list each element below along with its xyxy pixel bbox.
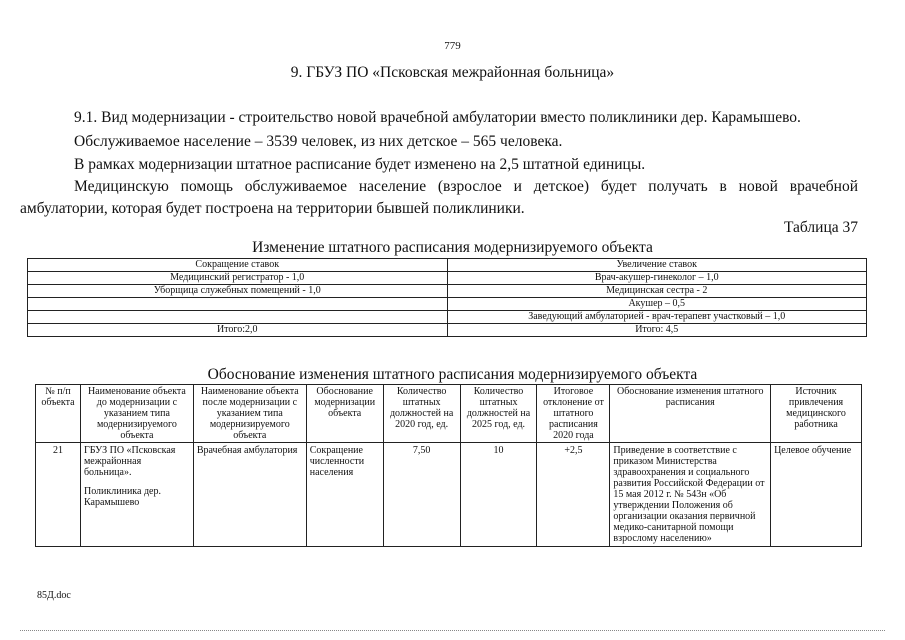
- header-count-2020: Количество штатных должностей на 2020 год, ед.: [383, 385, 460, 443]
- table-row: [28, 272, 867, 285]
- reduction-cell: [28, 298, 448, 311]
- table37-caption: Изменение штатного расписания модернизируемого объекта: [252, 239, 653, 256]
- table-row: [36, 443, 862, 547]
- reduction-cell: [28, 311, 448, 324]
- cell-deviation: +2,5: [537, 443, 610, 547]
- paragraph-staffing-change: В рамках модернизации штатное расписание будет изменено на 2,5 штатной единицы.: [74, 156, 646, 173]
- header-reduction: Сокращение ставок: [28, 259, 448, 272]
- table-row: [28, 298, 867, 311]
- paragraph-medical-care: [20, 176, 858, 220]
- cell-source: Целевое обучение: [771, 443, 862, 547]
- page-bottom-divider: [20, 630, 885, 631]
- justification-table-caption: Обоснование изменения штатного расписания модернизируемого объекта: [207, 366, 698, 383]
- header-source: Источник привлечения медицинского работника: [771, 385, 862, 443]
- page-number: 779: [444, 40, 461, 52]
- cell-count-2020: 7,50: [383, 443, 460, 547]
- paragraph-population: Обслуживаемое население – 3539 человек, из них детское – 565 человека.: [74, 133, 563, 150]
- header-count-2025: Количество штатных должностей на 2025 год, ед.: [460, 385, 537, 443]
- cell-number: 21: [36, 443, 81, 547]
- increase-cell: Акушер – 0,5: [447, 298, 867, 311]
- header-increase: Увеличение ставок: [447, 259, 867, 272]
- table-total-row: [28, 324, 867, 337]
- file-name-footer: 85Д.doc: [37, 590, 71, 601]
- paragraph-modernization-type: 9.1. Вид модернизации - строительство новой врачебной амбулатории вместо поликлиники дер. Карамышево.: [74, 109, 801, 126]
- cell-object-after: Врачебная амбулатория: [193, 443, 306, 547]
- increase-cell: Заведующий амбулаторией - врач-терапевт участковый – 1,0: [447, 311, 867, 324]
- staffing-change-table: [27, 258, 867, 337]
- cell-object-before-hospital: ГБУЗ ПО «Псковская межрайонная больница».: [83, 445, 176, 478]
- header-reason: Обоснование модернизации объекта: [306, 385, 383, 443]
- reduction-cell: Уборщица служебных помещений - 1,0: [28, 285, 448, 298]
- cell-justification: Приведение в соответствие с приказом Министерства здравоохранения и социального развития Российской Федерации от 15 мая 2012 г. № 543н «Об утверждении Положения об организации оказания первичной медико-санитарной помощи взрослому населению»: [610, 443, 771, 547]
- reduction-cell: Медицинский регистратор - 1,0: [28, 272, 448, 285]
- table-row: [28, 311, 867, 324]
- section-heading: 9. ГБУЗ ПО «Псковская межрайонная больница»: [290, 64, 615, 81]
- header-object-after: Наименование объекта после модернизации с указанием типа модернизируемого объекта: [193, 385, 306, 443]
- cell-object-before-clinic: Поликлиника дер. Карамышево: [83, 486, 161, 508]
- cell-count-2025: 10: [460, 443, 537, 547]
- table-row: [28, 285, 867, 298]
- justification-table: [35, 384, 862, 547]
- increase-total: Итого: 4,5: [447, 324, 867, 337]
- increase-cell: Врач-акушер-гинеколог – 1,0: [447, 272, 867, 285]
- header-number: № п/п объекта: [36, 385, 81, 443]
- cell-reason: Сокращение численности населения: [306, 443, 383, 547]
- table-header-row: [28, 259, 867, 272]
- header-object-before: Наименование объекта до модернизации с указанием типа модернизируемого объекта: [80, 385, 193, 443]
- cell-object-before: [80, 443, 193, 547]
- reduction-total: Итого:2,0: [28, 324, 448, 337]
- header-justification: Обоснование изменения штатного расписания: [610, 385, 771, 443]
- table-header-row: [36, 385, 862, 443]
- increase-cell: Медицинская сестра - 2: [447, 285, 867, 298]
- header-deviation: Итоговое отклонение от штатного расписания 2020 года: [537, 385, 610, 443]
- paragraph-medical-care-line1: Медицинскую помощь обслуживаемое население (взрослое и детское) будет получать в новой врачебной: [74, 178, 858, 195]
- paragraph-medical-care-line2: амбулатории, которая будет построена на территории бывшей поликлиники.: [20, 200, 525, 217]
- table-label: Таблица 37: [783, 219, 858, 236]
